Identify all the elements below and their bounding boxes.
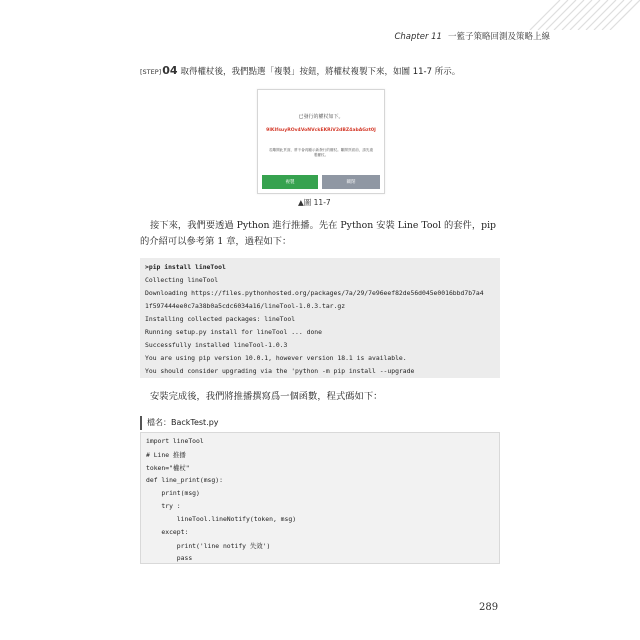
step-tag: [STEP] — [140, 68, 162, 76]
body-paragraph-1: 接下來，我們要透過 Python 進行推播。先在 Python 安裝 Line Tool 的套件，pip 的介紹可以參考第 1 章，過程如下： — [140, 220, 497, 247]
code-line: lineTool.lineNotify(token, msg) — [146, 515, 297, 523]
console-line: You should consider upgrading via the 'python -m pip install --upgrade — [145, 367, 415, 375]
code-line: def line_print(msg): — [146, 476, 223, 484]
console-line: Downloading https://files.pythonhosted.org/packages/7a/29/7e96eef82de56d045e0016bbd7b7a4 — [145, 289, 484, 297]
page-number: 289 — [479, 602, 499, 613]
code-block — [140, 432, 500, 564]
token-dialog-screenshot — [257, 89, 385, 194]
step-number: 04 — [162, 64, 178, 77]
close-button[interactable]: 關閉 — [322, 175, 380, 189]
code-line: print('line notify 失效') — [146, 542, 271, 550]
code-line: # Line 推播 — [146, 451, 186, 459]
figure-caption: ▲圖 11-7 — [298, 198, 331, 207]
copy-button[interactable]: 複製 — [262, 175, 318, 189]
console-line: Running setup.py install for lineTool ... done — [145, 328, 322, 336]
code-line: import lineTool — [146, 437, 204, 445]
step-instruction — [140, 64, 460, 77]
console-line: Installing collected packages: lineTool — [145, 315, 296, 323]
console-line: You are using pip version 10.0.1, however version 18.1 is available. — [145, 354, 407, 362]
console-line: Collecting lineTool — [145, 276, 219, 284]
header-stripe-decoration — [470, 0, 640, 30]
console-output-block — [140, 258, 500, 378]
dialog-token: 9lKIfsuyROv4VoNVckEKRiV2dBZ4abAGzt0J — [266, 128, 376, 133]
console-line: Successfully installed lineTool-1.0.3 — [145, 341, 288, 349]
chapter-title: 一籃子策略回測及策略上線 — [447, 32, 550, 42]
body-paragraph-2: 安裝完成後，我們將推播撰寫爲一個函數，程式碼如下： — [150, 391, 383, 402]
code-line: try : — [146, 502, 181, 510]
console-line: 1f597444ee0c7a38b0a5cdc6034a16/lineTool-1.0.3.tar.gz — [145, 302, 346, 310]
dialog-note: 若離開此頁面，將不會再顯示新發行的權杖。離開頁面前，請先複製權杖。 — [268, 148, 374, 157]
code-line: pass — [146, 554, 193, 562]
console-line: >pip install lineTool — [145, 263, 226, 271]
code-line: token="權杖" — [146, 464, 190, 472]
code-line: print(msg) — [146, 489, 200, 497]
dialog-title: 已發行的權杖如下。 — [298, 114, 344, 120]
chapter-label: Chapter 11 — [394, 32, 442, 42]
file-name-label: 檔名：BackTest.py — [140, 416, 500, 430]
chapter-header — [394, 30, 550, 42]
step-text: 取得權杖後，我們點選「複製」按鈕，將權杖複製下來，如圖 11-7 所示。 — [180, 67, 461, 77]
code-line: except: — [146, 528, 189, 536]
